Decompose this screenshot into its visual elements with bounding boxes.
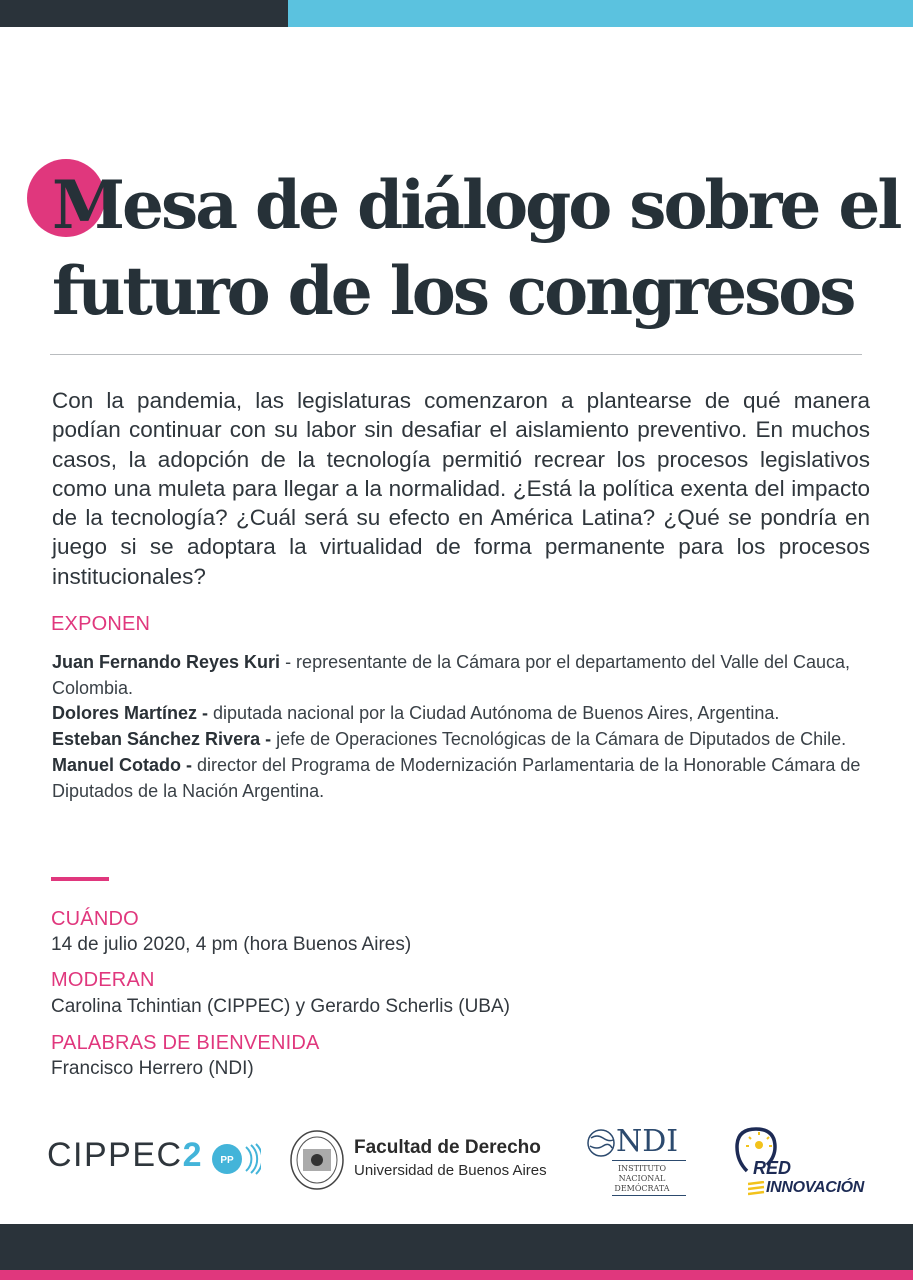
cippec-badge-icon — [209, 1141, 261, 1177]
welcome-value: Francisco Herrero (NDI) — [51, 1058, 254, 1079]
speaker-role: - representante de la Cámara por el departamento del Valle del Cauca, Colombia. — [52, 652, 851, 698]
speaker-role: jefe de Operaciones Tecnológicas de la Cámara de Diputados de Chile. — [271, 729, 847, 750]
top-bar-dark — [0, 0, 288, 27]
ndi-text: NDI — [616, 1124, 679, 1159]
spark-lines-icon — [748, 1181, 766, 1197]
innovacion-text: INNOVACIÓN — [766, 1179, 865, 1196]
intro-paragraph: Con la pandemia, las legislaturas comenzaron a plantearse de qué manera podían continuar con su labor sin desafiar el aislamiento preventivo. En muchos casos, la adopción de la tecnología permitió recrear los procesos legislativos como una muleta para llegar a la normalidad. ¿Está la política exenta del impacto de la tecnología? ¿Cuál será su efecto en América Latina? ¿Qué se pondría en juego si se adoptara la virtualidad de forma permanente para los procesos institucionales? — [52, 388, 870, 589]
title-line-2: futuro de los congresos — [52, 252, 854, 330]
page-title — [52, 162, 900, 334]
uba-seal-icon — [289, 1129, 345, 1191]
facultad-subtitle: Universidad de Buenos Aires — [354, 1162, 547, 1179]
when-label: CUÁNDO — [51, 908, 139, 930]
globe-icon — [585, 1128, 617, 1158]
top-bar-blue — [288, 0, 913, 27]
speakers-label: EXPONEN — [51, 613, 151, 635]
bottom-bar-pink — [0, 1270, 913, 1280]
svg-text:PP: PP — [220, 1155, 234, 1166]
speaker-name: Juan Fernando Reyes Kuri — [52, 652, 281, 672]
speaker-item — [52, 753, 882, 804]
speakers-list — [52, 650, 882, 804]
title-line-1: Mesa de diálogo sobre el — [52, 166, 900, 244]
speaker-role: diputada nacional por la Ciudad Autónoma de Buenos Aires, Argentina. — [208, 703, 780, 724]
welcome-label: PALABRAS DE BIENVENIDA — [51, 1032, 320, 1054]
speaker-role: director del Programa de Modernización Parlamentaria de la Honorable Cámara de Diputados de la Nación Argentina. — [52, 754, 861, 801]
speaker-item — [52, 650, 882, 701]
ndi-divider — [612, 1160, 686, 1163]
speaker-item — [52, 701, 882, 727]
moderators-label: MODERAN — [51, 969, 155, 991]
ndi-divider-bottom — [612, 1195, 686, 1198]
section-accent-bar — [51, 877, 109, 881]
moderators-value: Carolina Tchintian (CIPPEC) y Gerardo Scherlis (UBA) — [51, 996, 510, 1017]
speaker-item — [52, 727, 882, 753]
ndi-subtitle: INSTITUTO NACIONAL DEMÓCRATA — [614, 1164, 670, 1193]
red-text: RED — [753, 1158, 792, 1178]
when-value: 14 de julio 2020, 4 pm (hora Buenos Aires) — [51, 934, 412, 955]
speaker-name: Dolores Martínez - — [52, 703, 209, 724]
speaker-name: Manuel Cotado - — [52, 754, 192, 775]
cippec-logo-text: CIPPEC2 — [47, 1136, 204, 1174]
bottom-bar-dark — [0, 1224, 913, 1270]
title-divider — [50, 354, 862, 355]
facultad-title: Facultad de Derecho — [354, 1137, 541, 1158]
speaker-name: Esteban Sánchez Rivera - — [52, 729, 272, 750]
